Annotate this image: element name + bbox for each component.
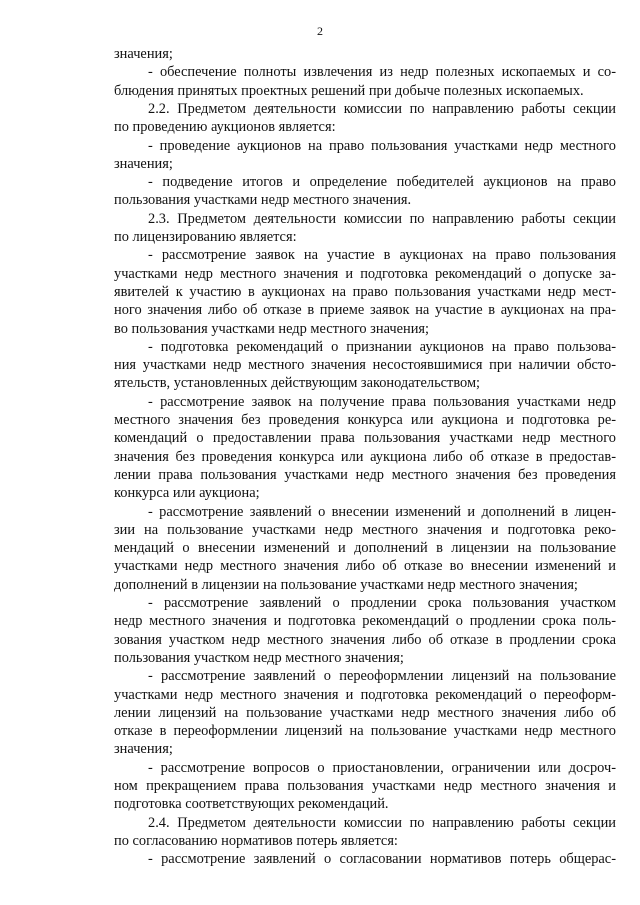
- text-line: недр местного значения и подготовка рекомендаций о продлении срока поль-: [114, 613, 616, 630]
- text-line: значения;: [114, 741, 173, 758]
- text-line: - рассмотрение заявлений о переоформлении лицензий на пользование: [148, 668, 616, 685]
- text-line: - рассмотрение заявлений о согласовании нормативов потерь общерас-: [148, 851, 616, 868]
- text-line: дополнений в лицензии на пользование участками недр местного значения;: [114, 576, 578, 593]
- text-line: 2.4. Предметом деятельности комиссии по направлению работы секции: [148, 814, 616, 831]
- text-line: конкурса или аукциона;: [114, 485, 260, 502]
- text-line: пользования участком недр местного значения;: [114, 649, 404, 666]
- text-line: - обеспечение полноты извлечения из недр полезных ископаемых и со-: [148, 64, 616, 81]
- text-line: по лицензированию является:: [114, 229, 297, 245]
- text-line: ятельств, установленных действующим законодательством;: [114, 375, 481, 392]
- text-line: мендаций о внесении изменений и дополнений в лицензии на пользование: [114, 540, 616, 557]
- text-line: отказе в переоформлении лицензий на пользование участками недр местного: [114, 723, 616, 740]
- text-line: значения без проведения конкурса или аукциона либо об отказе в предостав-: [114, 448, 616, 465]
- text-line: ного значения либо об отказе в приеме заявок на участие в аукционах на пра-: [114, 302, 616, 319]
- text-line: местного значения без проведения конкурса или аукциона и подготовка ре-: [114, 412, 616, 428]
- text-line: - проведение аукционов на право пользования участками недр местного: [148, 137, 616, 154]
- text-line: - рассмотрение заявлений о внесении изменений и дополнений в лицен-: [148, 503, 616, 520]
- text-line: комендаций о предоставлении права пользования участками недр местного: [114, 430, 616, 447]
- text-line: лении права пользования участками недр местного значения без проведения: [114, 466, 616, 483]
- text-line: ном прекращением права пользования участками недр местного значения и: [114, 778, 616, 794]
- page-number: 2: [317, 24, 323, 38]
- text-line: - рассмотрение заявок на участие в аукционах на право пользования: [148, 247, 616, 264]
- text-line: блюдения принятых проектных решений при добыче полезных ископаемых.: [114, 82, 584, 99]
- text-line: значения;: [114, 46, 173, 62]
- text-line: - рассмотрение заявлений о продлении срока пользования участком: [148, 595, 616, 611]
- text-line: лении лицензий на пользование участками недр местного значения либо об: [114, 704, 616, 721]
- text-line: по проведению аукционов является:: [114, 119, 336, 136]
- text-line: участками недр местного значения и подготовка рекомендаций о переоформ-: [114, 686, 616, 703]
- text-line: ния участками недр местного значения несостоявшимися при наличии обсто-: [114, 357, 616, 374]
- text-line: зования участком недр местного значения либо об отказе в продлении срока: [114, 631, 616, 648]
- text-line: зии на пользование участками недр местного значения и подготовка реко-: [114, 521, 616, 538]
- text-line: 2.2. Предметом деятельности комиссии по направлению работы секции: [148, 100, 616, 117]
- text-line: участками недр местного значения и подготовка рекомендаций о допуске за-: [114, 265, 616, 282]
- text-line: участками недр местного значения либо об отказе во внесении изменений и: [114, 558, 616, 575]
- text-line: явителей к участию в аукционах на право пользования участками недр мест-: [114, 283, 616, 300]
- text-line: - рассмотрение заявок на получение права пользования участками недр: [148, 393, 616, 410]
- text-line: - подготовка рекомендаций о признании аукционов на право пользова-: [148, 338, 616, 355]
- text-line: значения;: [114, 155, 173, 172]
- text-line: - рассмотрение вопросов о приостановлении, ограничении или досроч-: [148, 759, 616, 776]
- text-line: во пользования участками недр местного значения;: [114, 320, 430, 337]
- text-line: по согласованию нормативов потерь является:: [114, 832, 398, 849]
- text-line: подготовка соответствующих рекомендаций.: [114, 796, 389, 813]
- text-line: пользования участками недр местного значения.: [114, 192, 412, 209]
- text-line: - подведение итогов и определение победителей аукционов на право: [148, 174, 616, 191]
- text-line: 2.3. Предметом деятельности комиссии по направлению работы секции: [148, 210, 616, 227]
